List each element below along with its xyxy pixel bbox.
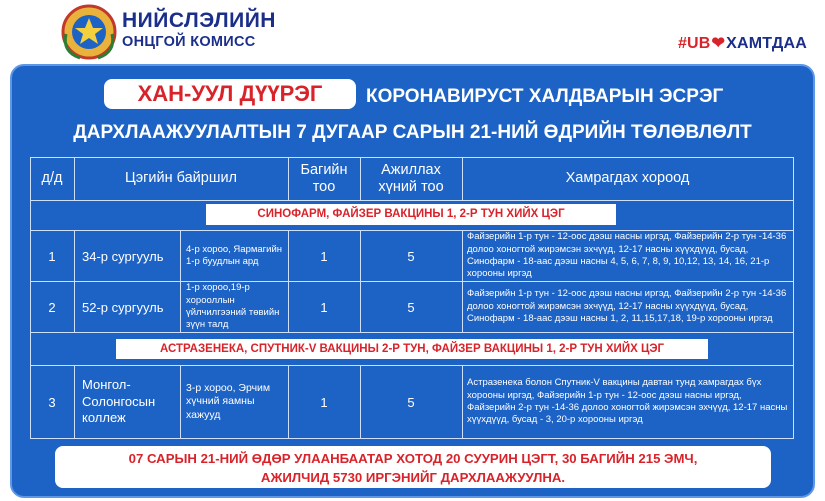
row-site: 34-р сургууль — [82, 248, 164, 264]
row-coverage: Файзерийн 1-р тун - 12-оос дээш насны иргэд, Файзерийн 2-р тун -14-36 долоо хоногтой жирэмсэн эхчүүд, 12-17 насны хүүхдүүд, бусад, Синофарм - 18-аас дээш насны 4, 5, 6, 7, 8, 9, 10,12, 13, 14, 16, 21-р хорооны иргэд — [467, 231, 787, 280]
tag-word: ХАМТДАА — [726, 35, 807, 52]
header — [0, 0, 825, 64]
grid-line — [30, 438, 794, 439]
tag-hash: #UB — [677, 35, 711, 52]
grid-line — [180, 230, 181, 332]
row-site: 52-р сургууль — [82, 299, 164, 315]
row-teams: 1 — [320, 248, 328, 264]
org-line1: НИЙСЛЭЛИЙН — [122, 9, 276, 32]
section-banner-1: СИНОФАРМ, ФАЙЗЕР ВАКЦИНЫ 1, 2-Р ТУН ХИЙХ ЦЭГ — [206, 204, 616, 225]
row-staff: 5 — [407, 394, 415, 410]
grid-line — [793, 157, 794, 439]
column-header-location: Цэгийн байршил — [124, 170, 238, 187]
schedule-table — [30, 157, 794, 439]
summary-banner — [55, 446, 771, 488]
row-staff: 5 — [407, 248, 415, 264]
row-address: 3-р хороо, Эрчим хүчний яамны хажууд — [186, 381, 271, 421]
grid-line — [30, 332, 794, 333]
grid-line — [74, 365, 75, 439]
title-line2: ДАРХЛААЖУУЛАЛТЫН 7 ДУГААР САРЫН 21-НИЙ ӨДРИЙН ТӨЛӨВЛӨЛТ — [73, 122, 752, 143]
state-emblem-icon — [60, 4, 118, 60]
column-header-no: д/д — [41, 170, 63, 187]
summary-line1: 07 САРЫН 21-НИЙ ӨДӨР УЛААНБААТАР ХОТОД 20 СУУРИН ЦЭГТ, 30 БАГИЙН 215 ЭМЧ, — [128, 451, 698, 466]
row-no: 3 — [48, 394, 56, 410]
row-teams: 1 — [320, 394, 328, 410]
section-banner-2: АСТРАЗЕНЕКА, СПУТНИК-V ВАКЦИНЫ 2-Р ТУН, ФАЙЗЕР ВАКЦИНЫ 1, 2-Р ТУН ХИЙХ ЦЭГ — [116, 339, 708, 359]
row-no: 2 — [48, 299, 56, 315]
district-name: ХАН-УУЛ ДҮҮРЭГ — [104, 79, 356, 109]
campaign-tag — [678, 33, 807, 53]
row-coverage: Астразенека болон Спутник-V вакцины давтан тунд хамрагдах бүх хорооны иргэд, Файзерийн 1-р тун - 12-оос дээш насны иргэд, Файзерийн 2-р тун -14-36 долоо хоногтой жирэмсэн эхчүүд, 12-17 насны хүүхдүүд, бусад - 3, 20-р хорооны иргэд — [467, 377, 788, 426]
grid-line — [74, 230, 75, 332]
column-header-staff: Ажиллах хүний тоо — [378, 161, 444, 195]
column-header-teams: Багийн тоо — [300, 161, 348, 195]
row-site: Монгол-Солонгосын коллеж — [82, 376, 156, 426]
grid-line — [180, 365, 181, 439]
row-no: 1 — [48, 248, 56, 264]
row-coverage: Файзерийн 1-р тун - 12-оос дээш насны иргэд, Файзерийн 2-р тун -14-36 долоо хоногтой жирэмсэн эхчүүд, 12-17 насны хүүхдүүд, бусад, Синофарм - 18-аас дээш насны 1, 2, 11,15,17,18, 19-р хорооны иргэд — [467, 288, 787, 325]
row-teams: 1 — [320, 299, 328, 315]
grid-line — [30, 200, 794, 201]
row-address: 4-р хороо, Яармагийн 1-р буудлын ард — [186, 243, 282, 267]
org-line2: ОНЦГОЙ КОМИСС — [122, 34, 256, 50]
heart-icon: ❤ — [711, 35, 726, 52]
summary-line2: АЖИЛЧИД 5730 ИРГЭНИЙГ ДАРХЛААЖУУЛНА. — [260, 470, 566, 485]
column-header-coverage: Хамрагдах хороод — [565, 170, 690, 187]
grid-line — [462, 230, 463, 332]
title-line1: КОРОНАВИРУСТ ХАЛДВАРЫН ЭСРЭГ — [366, 86, 724, 107]
row-address: 1-р хороо,19-р хорооллын үйлчилгээний төвийн зүүн талд — [186, 282, 280, 331]
organization-name — [122, 10, 276, 50]
grid-line — [462, 365, 463, 439]
row-staff: 5 — [407, 299, 415, 315]
